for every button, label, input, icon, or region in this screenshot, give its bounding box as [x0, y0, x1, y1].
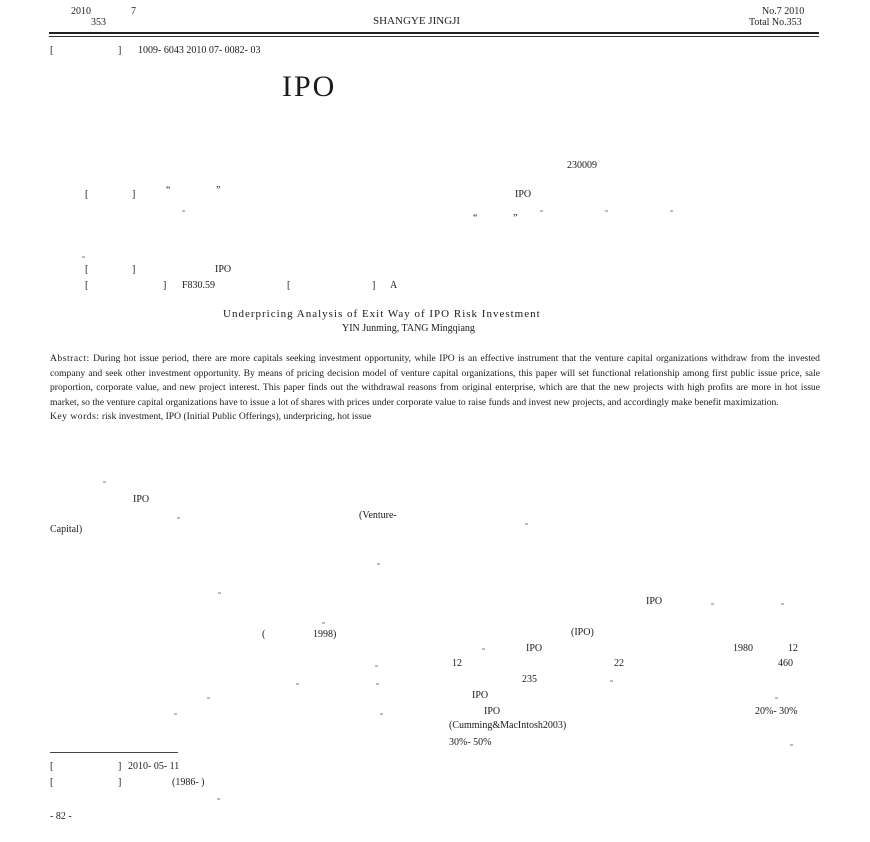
punct-mark — [482, 648, 485, 650]
footnote-open-2: [ — [50, 777, 54, 788]
journal-name: SHANGYE JINGJI — [373, 15, 461, 27]
body-capital: Capital) — [50, 524, 83, 535]
zh-abstract-label-open: [ — [85, 189, 89, 200]
english-authors: YIN Junming, TANG Mingqiang — [342, 323, 475, 334]
body-year-1980: 1980 — [733, 643, 753, 654]
body-ipo-3: IPO — [526, 643, 543, 654]
footnote-close-2: ] — [118, 777, 122, 788]
footnote-received: 2010- 05- 11 — [128, 761, 180, 772]
zh-keywords-close: ] — [132, 264, 136, 275]
footnote-rule — [50, 752, 178, 753]
header-issue-right: No.7 2010 — [762, 6, 805, 17]
punct-mark — [670, 210, 673, 212]
header-year: 2010 — [71, 6, 91, 17]
punct-mark — [375, 665, 378, 667]
body-ipo-5: IPO — [484, 706, 501, 717]
class-code: F830.59 — [182, 280, 216, 291]
abstract-label: Abstract: — [50, 353, 90, 364]
punct-mark — [207, 697, 210, 699]
zh-abstract-quote-close2: ” — [513, 213, 518, 224]
footnote-birth: (1986- ) — [172, 777, 205, 788]
punct-mark — [790, 744, 793, 746]
zh-keywords-ipo: IPO — [215, 264, 232, 275]
body-num-12a: 12 — [788, 643, 798, 654]
body-paren-open: ( — [262, 629, 266, 640]
article-no: 1009- 6043 2010 07- 0082- 03 — [138, 45, 261, 56]
body-venture: (Venture- — [359, 510, 397, 521]
english-abstract — [50, 352, 820, 425]
body-year-1998: 1998) — [313, 629, 337, 640]
punct-mark — [377, 563, 380, 565]
punct-mark — [781, 603, 784, 605]
punct-mark — [177, 517, 180, 519]
header-total: 353 — [91, 17, 106, 28]
keywords-text: risk investment, IPO (Initial Public Offerings), underpricing, hot issue — [101, 411, 372, 423]
zh-keywords-open: [ — [85, 264, 89, 275]
article-no-close: ] — [118, 45, 122, 56]
punct-mark — [174, 713, 177, 715]
footnote-open-1: [ — [50, 761, 54, 772]
punct-mark — [82, 256, 85, 258]
class-close: ] — [163, 280, 167, 291]
keywords-label: Key words: — [50, 411, 100, 423]
punct-mark — [217, 798, 220, 800]
header-rule-thin — [49, 36, 819, 37]
zh-abstract-quote-close: ” — [216, 185, 221, 196]
punct-mark — [610, 680, 613, 682]
punct-mark — [376, 683, 379, 685]
body-ipo-paren: (IPO) — [571, 627, 594, 638]
zh-abstract-quote-open2: “ — [473, 213, 478, 224]
header-rule-thick — [49, 32, 819, 34]
article-no-open: [ — [50, 45, 54, 56]
abstract-text: During hot issue period, there are more capitals seeking investment opportunity, while IPO is an effective instrument that the venture capital organizations withdraw from the invested company and seek other investment opportunity. By means of pricing decision model of venture capital organizations, this paper will set functional relationship among first public issue price, sale proportion, corporate value, and new project interest. This paper finds out the withdrawal reasons from original enterprise, which are that the new projects with high profits are more in hot issue market, so the venture capital organizations have to issue a lot of shares with prices under corporate value to raise funds and invest new projects, and accordingly make benefit maximization. — [50, 353, 820, 408]
header-total-right: Total No.353 — [749, 17, 802, 28]
zh-abstract-ipo: IPO — [515, 189, 532, 200]
page-title: IPO — [282, 70, 337, 103]
footnote-close-1: ] — [118, 761, 122, 772]
punct-mark — [103, 481, 106, 483]
doc-code-open: [ — [287, 280, 291, 291]
punct-mark — [218, 592, 221, 594]
punct-mark — [296, 683, 299, 685]
class-open: [ — [85, 280, 89, 291]
doc-code-close: ] — [372, 280, 376, 291]
body-ipo-2: IPO — [646, 596, 663, 607]
page-number: - 82 - — [50, 811, 72, 822]
body-ipo-1: IPO — [133, 494, 150, 505]
punct-mark — [540, 210, 543, 212]
zh-abstract-quote-open: “ — [166, 185, 171, 196]
punct-mark — [380, 713, 383, 715]
body-num-22: 22 — [614, 658, 624, 669]
english-title: Underpricing Analysis of Exit Way of IPO Risk Investment — [223, 308, 541, 320]
header-issue: 7 — [131, 6, 136, 17]
doc-code: A — [390, 280, 398, 291]
body-num-12b: 12 — [452, 658, 462, 669]
punct-mark — [711, 603, 714, 605]
body-num-460: 460 — [778, 658, 793, 669]
punct-mark — [525, 523, 528, 525]
postcode: 230009 — [567, 160, 597, 171]
body-citation: (Cumming&MacIntosh2003) — [449, 720, 567, 731]
body-pct-1: 20%- 30% — [755, 706, 798, 717]
punct-mark — [182, 210, 185, 212]
zh-abstract-label-close: ] — [132, 189, 136, 200]
punct-mark — [605, 210, 608, 212]
body-ipo-4: IPO — [472, 690, 489, 701]
punct-mark — [775, 697, 778, 699]
body-num-235: 235 — [522, 674, 537, 685]
punct-mark — [322, 622, 325, 624]
body-pct-2: 30%- 50% — [449, 737, 492, 748]
